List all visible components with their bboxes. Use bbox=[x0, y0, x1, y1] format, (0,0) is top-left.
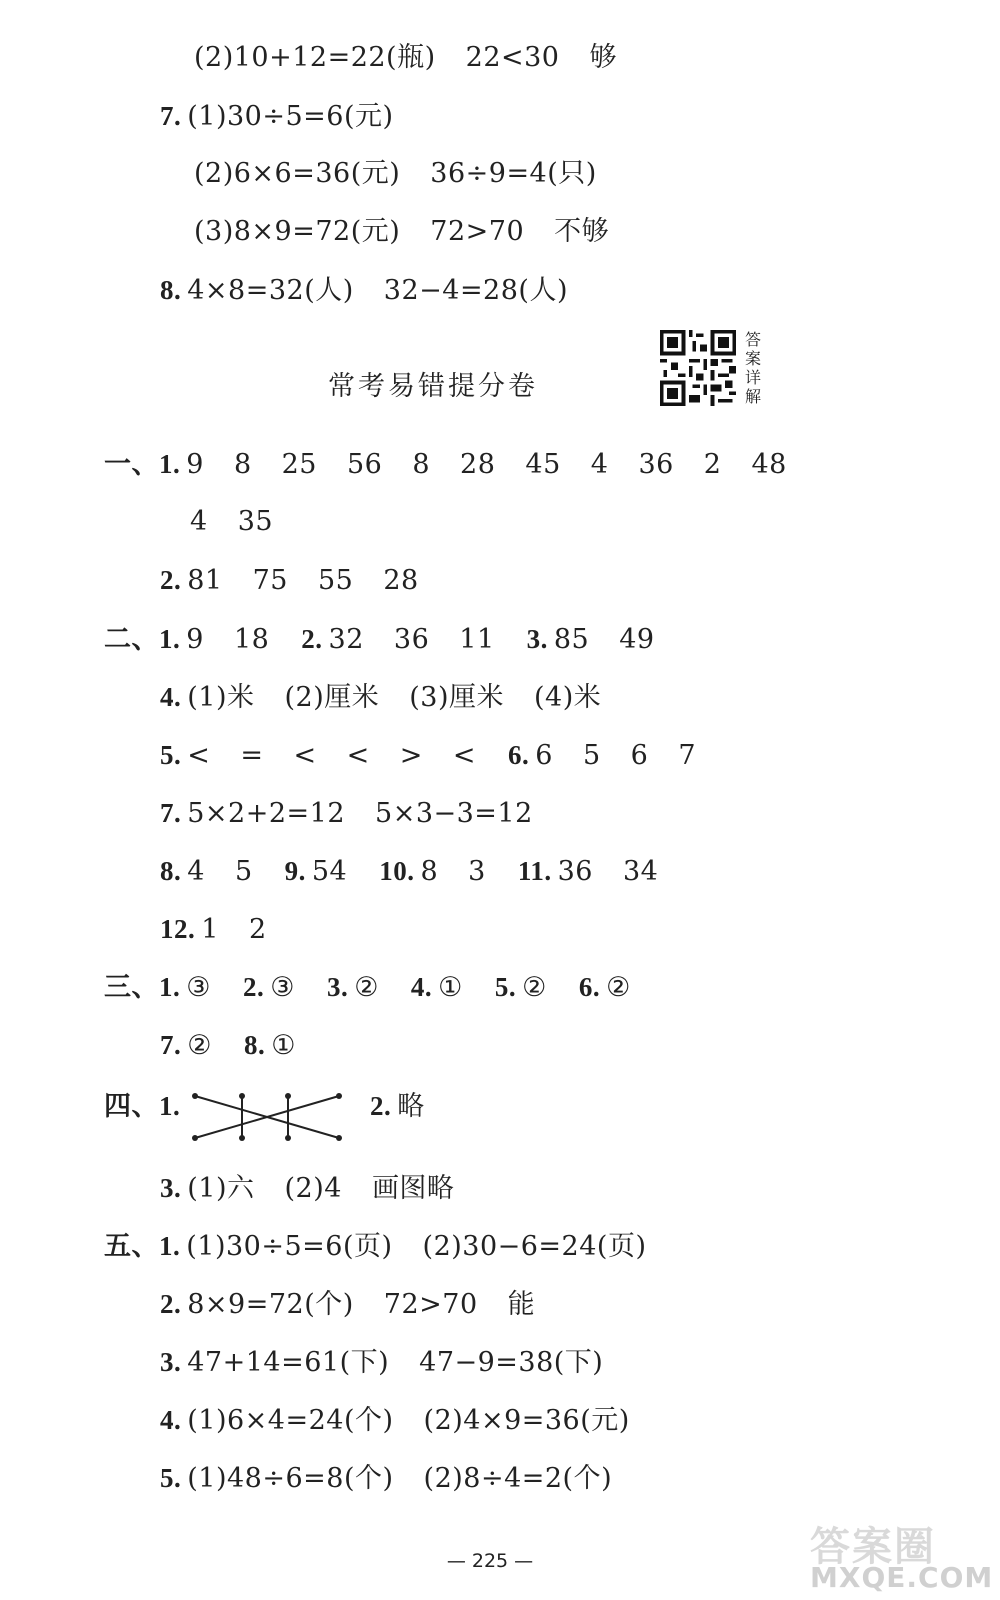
answer-value: (2)30−6=24(页) bbox=[422, 1231, 647, 1262]
answer-value: 9 bbox=[186, 449, 204, 480]
answer-value: ② bbox=[354, 972, 379, 1003]
answer-line bbox=[190, 504, 273, 540]
answer-value: 28 bbox=[383, 565, 419, 596]
answer-value: (3)厘米 bbox=[409, 682, 504, 713]
question-number: 6. bbox=[508, 740, 530, 770]
question-number: 3. bbox=[526, 624, 548, 654]
answer-value: 7 bbox=[678, 740, 696, 771]
question-number: 1. bbox=[159, 624, 181, 654]
answer-line bbox=[194, 214, 609, 250]
answer-value: ② bbox=[187, 1030, 212, 1061]
answer-line bbox=[160, 1460, 612, 1496]
question-number: 8. bbox=[160, 275, 182, 305]
answer-value: 18 bbox=[233, 624, 270, 655]
question-number: 11. bbox=[517, 856, 552, 886]
answer-value: 48 bbox=[751, 449, 787, 480]
answer-line bbox=[160, 853, 658, 889]
answer-line bbox=[104, 1228, 646, 1264]
answer-value: (4)米 bbox=[534, 682, 602, 713]
answer-value: (2)4 bbox=[284, 1173, 342, 1204]
answer-value: 36 bbox=[557, 856, 593, 887]
answer-value: 8×9=72(个) bbox=[187, 1289, 354, 1320]
answer-value: ② bbox=[522, 972, 547, 1003]
question-number: 7. bbox=[160, 1030, 182, 1060]
section-title: 常考易错提分卷 bbox=[328, 371, 538, 402]
question-number: 8. bbox=[243, 1030, 266, 1060]
answer-value: 35 bbox=[237, 506, 274, 537]
question-number: 3. bbox=[326, 972, 349, 1002]
answer-value: 1 bbox=[201, 914, 219, 945]
answer-value: 6 bbox=[535, 740, 553, 771]
qr-label: 答案详解 bbox=[745, 330, 762, 406]
answer-value: 45 bbox=[525, 449, 561, 480]
question-number: 9. bbox=[284, 856, 306, 886]
answer-value: < bbox=[452, 740, 476, 771]
answer-value: 49 bbox=[619, 624, 655, 655]
answer-line bbox=[104, 621, 655, 657]
answer-value: 5×2+2=12 bbox=[187, 798, 346, 829]
crossing-lines-figure bbox=[192, 1092, 342, 1144]
question-number: 2. bbox=[160, 565, 182, 595]
question-number: 7. bbox=[160, 798, 182, 828]
answer-value: 4×8=32(人) bbox=[187, 275, 354, 306]
answer-value: ③ bbox=[186, 972, 211, 1003]
answer-value: < bbox=[293, 740, 317, 771]
question-number: 1. bbox=[159, 449, 181, 479]
answer-value: 11 bbox=[459, 624, 495, 655]
answer-value: ② bbox=[606, 972, 631, 1003]
answer-value: (2)厘米 bbox=[284, 682, 380, 713]
answer-value: 2 bbox=[703, 449, 722, 480]
answer-value: ③ bbox=[270, 972, 295, 1003]
answer-value: 3 bbox=[468, 856, 486, 887]
answer-line bbox=[160, 737, 696, 773]
answer-value: 28 bbox=[460, 449, 496, 480]
answer-value: (1)48÷6=8(个) bbox=[187, 1463, 394, 1494]
answer-value: 8 bbox=[233, 449, 252, 480]
answer-value: 5 bbox=[234, 856, 253, 887]
answer-value: (2)8÷4=2(个) bbox=[423, 1463, 613, 1494]
question-number: 1. bbox=[159, 1231, 181, 1261]
question-number: 10. bbox=[379, 856, 415, 886]
question-number: 2. bbox=[160, 1289, 182, 1319]
answer-value: 54 bbox=[311, 856, 348, 887]
answer-value: 34 bbox=[622, 856, 659, 887]
question-number: 5. bbox=[494, 972, 517, 1002]
answer-value: ① bbox=[271, 1030, 296, 1061]
answer-line bbox=[104, 969, 631, 1005]
question-number: 4. bbox=[160, 682, 182, 712]
answer-value: (2)4×9=36(元) bbox=[423, 1405, 630, 1436]
answer-value: 55 bbox=[317, 565, 354, 596]
question-number: 1. bbox=[159, 1091, 181, 1121]
section-number: 一、 bbox=[104, 449, 159, 479]
answer-value: 81 bbox=[187, 565, 223, 596]
answer-line bbox=[160, 795, 533, 831]
section-number: 三、 bbox=[104, 972, 159, 1002]
question-number: 3. bbox=[160, 1173, 182, 1203]
answer-value: 72>70 bbox=[430, 216, 525, 247]
answer-line bbox=[194, 156, 597, 192]
question-number: 1. bbox=[159, 972, 181, 1002]
section-number: 五、 bbox=[104, 1231, 159, 1261]
answer-line bbox=[160, 1402, 630, 1438]
question-number: 8. bbox=[160, 856, 182, 886]
answer-value: > bbox=[399, 740, 423, 771]
answer-value: (1)6×4=24(个) bbox=[187, 1405, 394, 1436]
answer-value: 22<30 bbox=[465, 42, 560, 73]
answer-line bbox=[160, 98, 394, 134]
question-number: 4. bbox=[410, 972, 433, 1002]
answer-value: ① bbox=[438, 972, 463, 1003]
answer-value: 6 bbox=[630, 740, 649, 771]
answer-line bbox=[194, 40, 617, 76]
answer-value: (2)6×6=36(元) bbox=[194, 158, 401, 189]
answer-value: 2 bbox=[248, 914, 267, 945]
answer-value: 36 bbox=[393, 624, 430, 655]
question-number: 12. bbox=[160, 914, 196, 944]
answer-value: (1)米 bbox=[187, 682, 255, 713]
answer-value: 25 bbox=[281, 449, 317, 480]
answer-line bbox=[160, 911, 267, 947]
qr-code-icon bbox=[660, 330, 736, 406]
question-number: 6. bbox=[578, 972, 601, 1002]
answer-value: 5×3−3=12 bbox=[375, 798, 533, 829]
answer-line bbox=[160, 1170, 454, 1206]
answer-value: 画图略 bbox=[371, 1173, 455, 1204]
question-number: 2. bbox=[242, 972, 265, 1002]
question-number: 5. bbox=[160, 1463, 182, 1493]
answer-value: 够 bbox=[589, 42, 617, 73]
answer-value: (1)30÷5=6(元) bbox=[187, 101, 394, 132]
answer-line bbox=[160, 1344, 603, 1380]
answer-value: 32−4=28(人) bbox=[383, 275, 568, 306]
answer-value: (3)8×9=72(元) bbox=[194, 216, 401, 247]
answer-line bbox=[104, 446, 787, 482]
question-number: 5. bbox=[160, 740, 182, 770]
answer-value: < bbox=[346, 740, 370, 771]
section-number: 四、 bbox=[104, 1091, 159, 1121]
answer-value: 47−9=38(下) bbox=[419, 1347, 604, 1378]
watermark-logo: 答案圈 bbox=[810, 1524, 936, 1570]
question-number: 7. bbox=[160, 101, 182, 131]
section-number: 二、 bbox=[104, 624, 159, 654]
answer-value: (1)六 bbox=[187, 1173, 255, 1204]
answer-value: 72>70 bbox=[383, 1289, 478, 1320]
answer-value: 36 bbox=[638, 449, 674, 480]
answer-line bbox=[160, 272, 568, 308]
answer-value: 略 bbox=[397, 1091, 425, 1122]
answer-line bbox=[160, 562, 419, 598]
watermark-url: MXQE.COM bbox=[810, 1561, 994, 1594]
page-number: — 225 — bbox=[446, 1550, 534, 1572]
answer-value: 8 bbox=[412, 449, 431, 480]
answer-line bbox=[370, 1088, 425, 1124]
answer-line bbox=[104, 1088, 180, 1124]
answer-value: 不够 bbox=[554, 216, 610, 247]
answer-value: 32 bbox=[328, 624, 364, 655]
answer-value: 85 bbox=[553, 624, 590, 655]
answer-value: (2)10+12=22(瓶) bbox=[194, 42, 436, 73]
answer-value: (1)30÷5=6(页) bbox=[186, 1231, 393, 1262]
answer-value: 5 bbox=[582, 740, 601, 771]
answer-value: 47+14=61(下) bbox=[187, 1347, 390, 1378]
answer-value: = bbox=[240, 740, 264, 771]
answer-value: 56 bbox=[346, 449, 383, 480]
answer-value: 4 bbox=[590, 449, 609, 480]
answer-value: 4 bbox=[190, 506, 208, 537]
question-number: 3. bbox=[160, 1347, 182, 1377]
answer-line bbox=[160, 1027, 296, 1063]
answer-value: 75 bbox=[252, 565, 288, 596]
answer-line bbox=[160, 679, 601, 715]
watermark bbox=[800, 1515, 994, 1600]
answer-value: 4 bbox=[187, 856, 205, 887]
answer-line bbox=[160, 1286, 535, 1322]
question-number: 2. bbox=[301, 624, 323, 654]
answer-value: 能 bbox=[507, 1289, 536, 1320]
answer-value: 8 bbox=[420, 856, 439, 887]
answer-value: < bbox=[187, 740, 211, 771]
question-number: 4. bbox=[160, 1405, 182, 1435]
question-number: 2. bbox=[370, 1091, 392, 1121]
answer-value: 9 bbox=[186, 624, 204, 655]
answer-value: 36÷9=4(只) bbox=[430, 158, 597, 189]
